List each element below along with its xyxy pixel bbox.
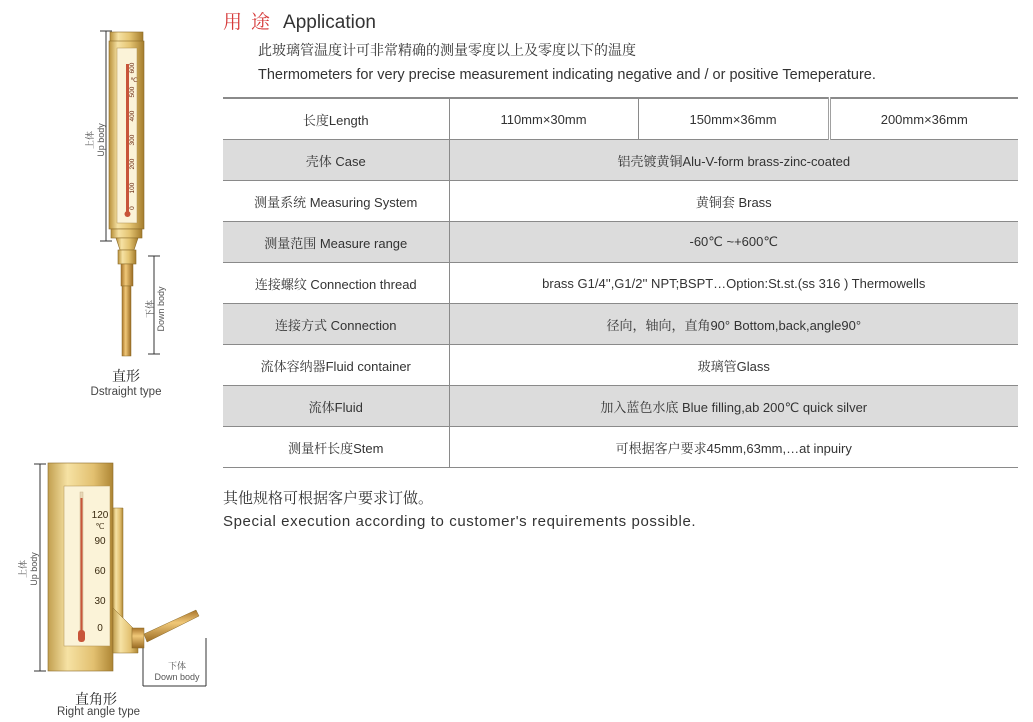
hex-nut xyxy=(132,628,144,648)
footer-note-cn: 其他规格可根据客户要求订做。 xyxy=(223,490,434,507)
straight-caption-cn: 直形 xyxy=(112,368,140,384)
row-value: 黄铜套 Brass xyxy=(449,181,1018,222)
size-cell: 110mm×30mm xyxy=(449,98,638,140)
table-row xyxy=(223,222,1018,263)
size-cell: 150mm×36mm xyxy=(638,98,829,140)
scale-tick-label: 30 xyxy=(94,596,106,607)
description-cn: 此玻璃管温度计可非常精确的测量零度以上及零度以下的温度 xyxy=(258,42,636,58)
row-value: 径向，轴向，直角90° Bottom,back,angle90° xyxy=(449,304,1018,345)
footer-note-en: Special execution according to customer's requirements possible. xyxy=(223,513,697,530)
row-label: 流体Fluid xyxy=(223,386,449,427)
description-en: Thermometers for very precise measurement indicating negative and / or positive Temeperature. xyxy=(258,67,876,83)
stem xyxy=(122,286,131,356)
straight-thermometer-illustration xyxy=(60,28,200,358)
down-body-label: 下体 Down body xyxy=(154,661,200,682)
title-en: Application xyxy=(283,12,376,33)
row-value: 铝壳镀黄铜Alu-V-form brass-zinc-coated xyxy=(449,140,1018,181)
table-row xyxy=(223,386,1018,427)
case-bottom xyxy=(111,229,142,238)
thread xyxy=(121,264,133,286)
hex-nut xyxy=(118,250,136,264)
table-row xyxy=(223,345,1018,386)
up-body-label: 上体 Up body xyxy=(18,552,39,586)
row-label: 测量杆长度Stem xyxy=(223,427,449,468)
connection-cone xyxy=(116,238,138,250)
angle-caption-cn: 直角形 xyxy=(75,691,117,707)
bulb xyxy=(125,211,131,217)
size-cell: 200mm×36mm xyxy=(829,98,1018,140)
row-label: 测量范围 Measure range xyxy=(223,222,449,263)
stem xyxy=(144,610,199,642)
row-label: 连接方式 Connection xyxy=(223,304,449,345)
spec-table xyxy=(223,97,1018,468)
row-label: 壳体 Case xyxy=(223,140,449,181)
table-row xyxy=(223,304,1018,345)
mercury-column xyxy=(81,498,83,640)
scale-tick-label: 0 xyxy=(97,623,103,634)
section-title xyxy=(223,7,376,34)
row-value: -60℃ ~+600℃ xyxy=(449,222,1018,263)
table-row xyxy=(223,140,1018,181)
scale-tick-label: 0 xyxy=(129,206,136,210)
scale-tick-label: 120 xyxy=(91,510,109,521)
scale-tick-label: 500 xyxy=(129,86,136,98)
scale-unit-label: ℃ xyxy=(95,522,105,531)
scale-tick-label: 100 xyxy=(129,182,136,194)
row-value: 可根据客户要求45mm,63mm,…at inpuiry xyxy=(449,427,1018,468)
scale-tick-label: 90 xyxy=(94,536,106,547)
length-label: 长度Length xyxy=(223,98,449,140)
table-row xyxy=(223,98,1018,140)
row-value: 加入蓝色水底 Blue filling,ab 200℃ quick silver xyxy=(449,386,1018,427)
bulb xyxy=(78,630,85,642)
table-row xyxy=(223,263,1018,304)
row-label: 流体容纳器Fluid container xyxy=(223,345,449,386)
scale-unit-label: ℃ xyxy=(130,77,138,84)
angle-caption-en: Right angle type xyxy=(56,706,141,718)
table-row xyxy=(223,181,1018,222)
scale-tick-label: 200 xyxy=(129,158,136,170)
scale-tick-label: 400 xyxy=(129,110,136,122)
row-value: 玻璃管Glass xyxy=(449,345,1018,386)
title-cn: 用途 xyxy=(223,12,280,33)
row-value: brass G1/4'',G1/2'' NPT;BSPT…Option:St.st.(ss 316 ) Thermowells xyxy=(449,263,1018,304)
row-label: 测量系统 Measuring System xyxy=(223,181,449,222)
case-cap xyxy=(110,32,143,42)
up-body-label: 上体 Up body xyxy=(85,123,106,157)
scale-tick-label: 300 xyxy=(129,134,136,146)
scale-tick-label: 600 xyxy=(129,62,136,74)
scale-tick-label: 60 xyxy=(94,566,106,577)
angle-thermometer-illustration xyxy=(20,458,215,688)
table-row xyxy=(223,427,1018,468)
down-body-label: 下体 Down body xyxy=(145,286,166,332)
row-label: 连接螺纹 Connection thread xyxy=(223,263,449,304)
straight-caption-en: Dstraight type xyxy=(90,386,162,398)
